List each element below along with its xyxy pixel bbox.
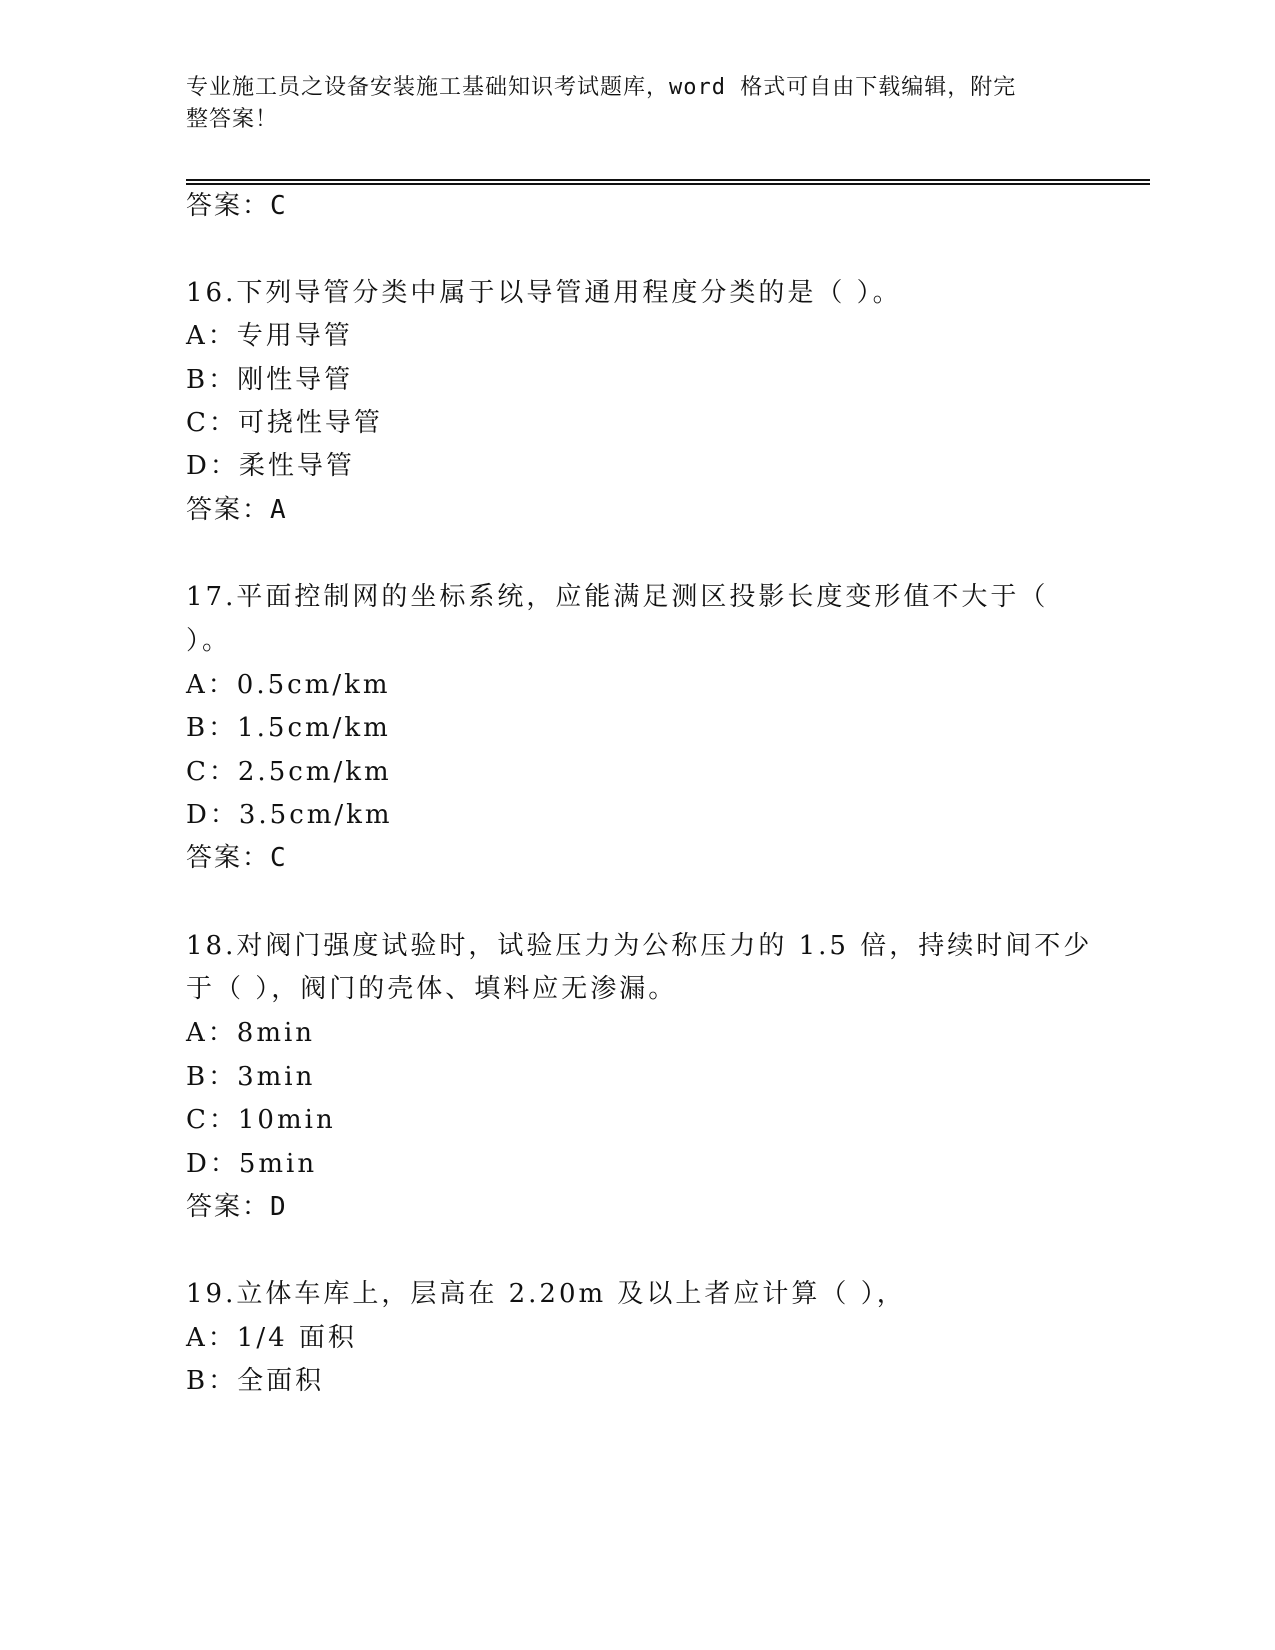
question-17-stem-line-1: 17.平面控制网的坐标系统，应能满足测区投影长度变形值不大于（ <box>186 582 1049 612</box>
question-17-option-c: C：2.5cm/km <box>186 757 392 787</box>
header-line-2: 整答案！ <box>186 107 279 132</box>
question-16-stem: 16.下列导管分类中属于以导管通用程度分类的是（ ）。 <box>186 278 902 308</box>
document-header <box>186 72 1066 136</box>
answer-18: 答案：D <box>186 1192 288 1222</box>
question-16-option-b: B：刚性导管 <box>186 365 354 395</box>
answer-15: 答案：C <box>186 191 288 221</box>
question-17-stem-line-2: ）。 <box>186 626 232 656</box>
question-17-option-d: D：3.5cm/km <box>186 800 393 830</box>
question-19-option-a: A：1/4 面积 <box>186 1323 357 1353</box>
question-19-option-b: B：全面积 <box>186 1366 325 1396</box>
question-18-stem-line-2: 于（ ），阀门的壳体、填料应无渗漏。 <box>186 974 678 1004</box>
header-divider-top <box>186 179 1150 181</box>
question-18-option-c: C：10min <box>186 1105 336 1135</box>
question-17-option-a: A：0.5cm/km <box>186 670 391 700</box>
question-18-option-b: B：3min <box>186 1062 316 1092</box>
question-16-option-d: D：柔性导管 <box>186 451 355 481</box>
answer-17: 答案：C <box>186 843 288 873</box>
question-19-stem: 19.立体车库上，层高在 2.20m 及以上者应计算（ ）， <box>186 1279 906 1309</box>
header-divider-bottom <box>186 183 1150 185</box>
question-16-option-a: A：专用导管 <box>186 321 353 351</box>
question-16-option-c: C：可挠性导管 <box>186 408 383 438</box>
question-18-option-d: D：5min <box>186 1149 318 1179</box>
question-18-option-a: A：8min <box>186 1018 316 1048</box>
answer-16: 答案：A <box>186 495 288 525</box>
question-18-stem-line-1: 18.对阀门强度试验时，试验压力为公称压力的 1.5 倍，持续时间不少 <box>186 931 1093 961</box>
header-line-1: 专业施工员之设备安装施工基础知识考试题库，word 格式可自由下载编辑，附完 <box>186 75 1017 100</box>
question-17-option-b: B：1.5cm/km <box>186 713 391 743</box>
